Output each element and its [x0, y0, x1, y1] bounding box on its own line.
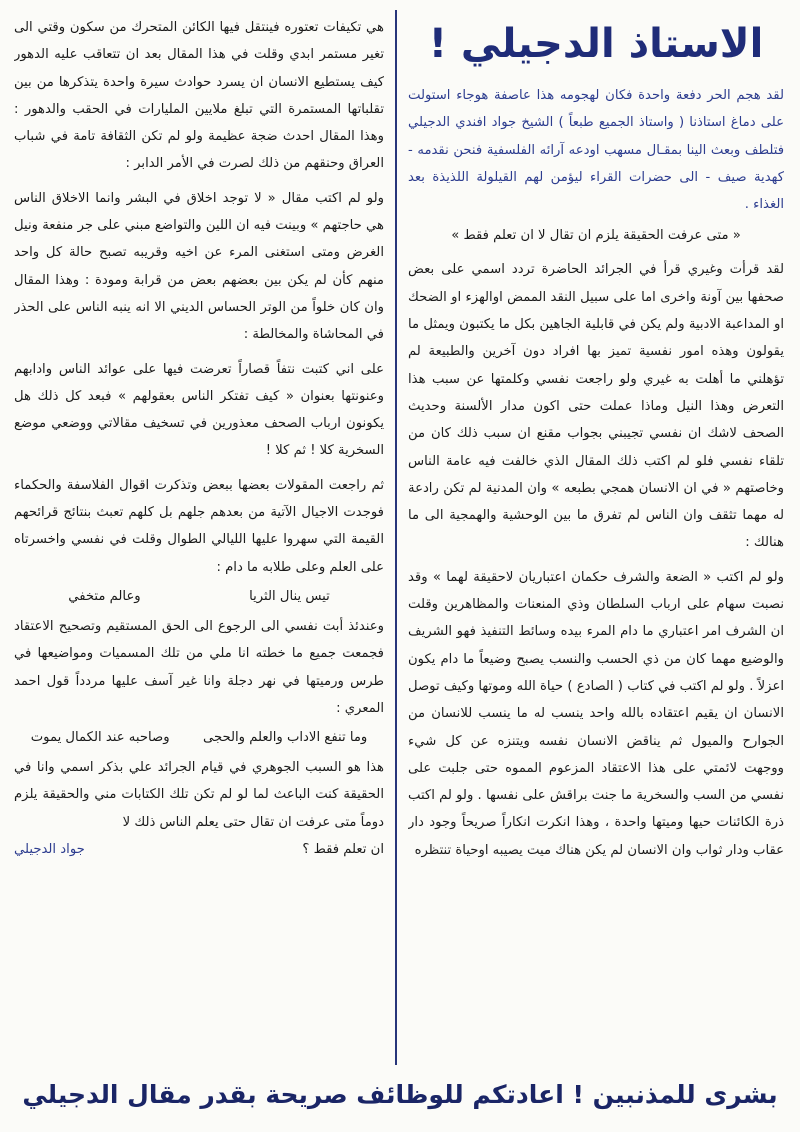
- body-paragraph: ثم راجعت المقولات بعضها ببعض وتذكرت اقوال الفلاسفة والحكماء فوجدت الاجيال الآتية من بعدهم جلهم بل كلهم تعبث بنتائج قرائحهم القيمة التي سهروا عليها الليالي الطوال وقلت في نفسي واخسرتاه على العلم وعلى طلابه ما دام :: [14, 477, 384, 575]
- body-paragraph: هي تكيفات تعتوره فينتقل فيها الكائن المتحرك من سكون وقتي الى تغير مستمر ابدي وقلت في هذا المقال بعد ان تتعاقب عليه الدهور كيف يستطيع الانسان ان يسرد حوادث سيرة واحدة يتذكرها من بين تقلباتها المستمرة التي تبلغ ملايين المليارات في الحقب والدهور : وهذا المقال احدث ضجة عظيمة ولو لم تكن الثقافة تامة في شباب العراق وحنقهم من ذلك لصرت في الأمر الدابر :: [14, 20, 384, 172]
- closing-text: ان تعلم فقط ؟: [302, 842, 384, 858]
- body-paragraph: هذا هو السبب الجوهري في قيام الجرائد علي بذكر اسمي وانا في الحقيقة كنت الباعث لما لو لم تكن تلك الكتابات مني والحقيقة يلزم دوماً متى عرفت ان تقال حتى يعلم الناس ذلك لا: [14, 760, 384, 830]
- body-paragraph: وعندئذ أبت نفسي الى الرجوع الى الحق المستقيم وتصحيح الاعتقاد فجمعت جميع ما خطته انا ملي من تلك المسميات ومواضيعها في طرس ورميتها في نهر دجلة وانا غير آسف عليها مردداً قول احمد المعري :: [14, 618, 384, 716]
- left-column: [14, 14, 384, 1062]
- right-column: [408, 14, 784, 1062]
- body-paragraph: لقد قرأت وغيري قرأ في الجرائد الحاضرة تردد اسمي على بعض صحفها بين آونة واخرى اما على سبيل النقد الممض اوالهزء او الضحك او المداعبة الادبية ولم يكن في قابلية الجاهين بكل ما يكتبون ويمثل ما يقولون وهذه امور نفسية تميز بها افراد دون آخرين والطبيعة لم تؤهلني ما أهلت به غيري ولو راجعت نفسي وكلمتها عن سبب هذا التعرض وهذا النيل وماذا عملت حتى اكون مدار الألسنة وحديث الصحف لاشك ان نفسي تجيبني بجواب مقنع ان سبب ذلك كان من تلقاء نفسي فلو لم اكتب ذلك المقال الذي خالفت فيه عامة الناس وخاصتهم « في ان الانسان همجي بطبعه » وان المدنية لم تكن رادعة له مهما تثقف وان الناس لم تفرق ما بين الوحشية والهمجية الى ما هنالك :: [408, 262, 784, 551]
- column-divider: [395, 10, 397, 1065]
- body-paragraph: على اني كتبت نتفاً قصاراً تعرضت فيها على عوائد الناس وادابهم وعنونتها بعنوان « كيف تفتكر الناس بعقولهم » فبعد كل ذلك هل يكونون ارباب الصحف معذورين في تسخيف مقالاتي ووضعي موضع السخرية كلا ! ثم كلا !: [14, 361, 384, 459]
- verse-hemistich: تيس ينال الثريا: [249, 588, 330, 604]
- poem-verse: [14, 583, 384, 611]
- footer-headline: بشرى للمذنبين ! اعادتكم للوظائف صريحة بقدر مقال الدجيلي: [22, 1080, 778, 1109]
- body-paragraph: ولو لم اكتب مقال « لا توجد اخلاق في البشر وانما الاخلاق الناس هي حاجتهم » وبينت فيه ان اللين والتواضع مبني على جر منفعة ونيل الغرض ومتى استغنى المرء عن اخيه وقريبه تصبح حالة كل واحد منهم كأن لم يكن بين بعضهم بعض من قرابة ومودة : وهذا المقال وان كان خلواً من الوتر الحساس الديني الا انه ينبه الناس على الحذر في المحاشاة والمخالطة :: [14, 190, 384, 343]
- verse-hemistich: وصاحبه عند الكمال يموت: [30, 730, 170, 746]
- verse-hemistich: وعالم متخفي: [68, 588, 141, 604]
- article-title: الاستاذ الدجيلي !: [428, 21, 764, 67]
- body-paragraph: ولو لم اكتب « الضعة والشرف حكمان اعتباريان لاحقيقة لهما » وقد نصبت سهام على ارباب السلطان وذي المنعنات والمظاهرين وقلت ان الشرف امر اعتباري ما دام المرء بيده وسائط التنفيذ فهو الشريف والوضيع مهما كان من ذي الحسب والنسب يصبح وضيعاً ما دام يكون اعزلاً . ولو لم اكتب في كتاب ( الصادع ) حياة الله وموتها وكيف توصل الانسان ان يقيم اعتقاده بالله واحد ينسب له ما ينسب للانسان من الجوارح والميول ثم يناقض الانسان نفسه ويتنزه عن كل شيء ووجهت لائمتي على هذا الاعتقاد المزعوم المموه حتى جلبت على نفسي من السب والسخرية ما جنت براقش على نفسها . ولو لم اكتب ذرة الكائنات حيها وميتها واحدة ، وهذا انكرت انكاراً صريحاً وجود دار عقاب ودار ثواب وان الانسان لم يكن هناك ميت يصيبه اوحياة تنتظره: [408, 569, 784, 858]
- headline-quote: « متى عرفت الحقيقة يلزم ان تقال لا ان تعلم فقط »: [451, 228, 741, 244]
- intro-paragraph: لقد هجم الحر دفعة واحدة فكان لهجومه هذا عاصفة هوجاء استولت على دماغ استاذنا ( واستاذ الجميع طبعاً ) الشيخ جواد افندي الدجيلي فتلطف وبعث الينا بمقـال مسهب اودعه آرائه الفلسفية فنحن نقدمه - كهدية صيف - الى حضرات القراء ليؤمن لهم القيلولة اللذيذة بعد الغذاء .: [408, 88, 784, 213]
- closing-row: [14, 836, 384, 864]
- poem-verse: [14, 724, 384, 752]
- verse-hemistich: وما تنفع الاداب والعلم والحجى: [202, 730, 368, 746]
- author-signature: جواد الدجيلي: [14, 842, 85, 858]
